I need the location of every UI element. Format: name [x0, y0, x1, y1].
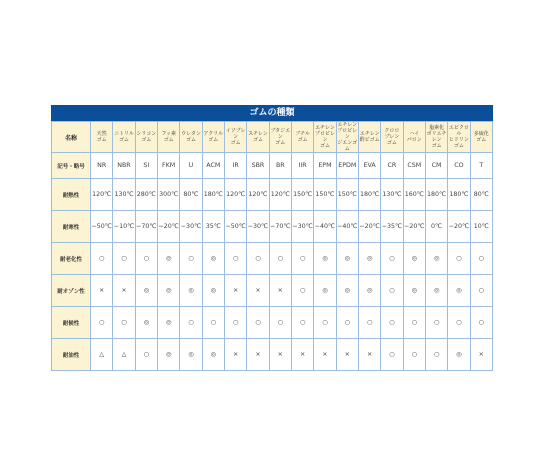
- table-cell: 150℃: [314, 179, 336, 211]
- column-header: 天然 ゴム: [91, 122, 113, 153]
- table-cell: −40℃: [314, 211, 336, 243]
- table-cell: −20℃: [403, 211, 425, 243]
- row-label: 耐熱性: [52, 179, 91, 211]
- table-cell: ◎: [448, 339, 470, 371]
- table-cell: ◎: [358, 243, 380, 275]
- table-cell: 150℃: [336, 179, 358, 211]
- table-cell: ○: [470, 307, 492, 339]
- table-row: [52, 153, 493, 179]
- table-cell: 130℃: [381, 179, 403, 211]
- table-cell: ○: [314, 307, 336, 339]
- table-cell: ◎: [202, 339, 224, 371]
- table-cell: CM: [425, 153, 447, 179]
- table-row: [52, 339, 493, 371]
- table-cell: 120℃: [269, 179, 291, 211]
- header-row: [52, 122, 493, 153]
- table-cell: ○: [269, 243, 291, 275]
- table-cell: T: [470, 153, 492, 179]
- name-header-label: 名称: [52, 122, 91, 153]
- table-cell: ×: [247, 275, 269, 307]
- table-cell: ◎: [180, 339, 202, 371]
- table-cell: ○: [381, 275, 403, 307]
- table-cell: 280℃: [135, 179, 157, 211]
- table-cell: ○: [91, 243, 113, 275]
- table-cell: ○: [180, 243, 202, 275]
- table-cell: 150℃: [291, 179, 313, 211]
- table-cell: ◎: [135, 275, 157, 307]
- column-header: エチレン プロピレン ゴム: [314, 122, 336, 153]
- column-header: エチレン プロピレン ジエンゴム: [337, 122, 358, 152]
- table-cell: CR: [381, 153, 403, 179]
- table-cell: 160℃: [403, 179, 425, 211]
- table-cell: −50℃: [224, 211, 246, 243]
- column-header: エピクロル ヒドリン ゴム: [448, 122, 470, 153]
- table-cell: ○: [470, 243, 492, 275]
- table-cell: ×: [224, 339, 246, 371]
- table-cell: ◎: [403, 243, 425, 275]
- table-cell: ○: [403, 339, 425, 371]
- row-label: 耐寒性: [52, 211, 91, 243]
- table-cell: 300℃: [157, 179, 179, 211]
- table-cell: ×: [91, 275, 113, 307]
- table-cell: ○: [291, 275, 313, 307]
- table-cell: ○: [291, 243, 313, 275]
- sheet-title: ゴムの種類: [51, 105, 493, 121]
- table-cell: 130℃: [113, 179, 135, 211]
- table-cell: −30℃: [180, 211, 202, 243]
- table-cell: △: [91, 339, 113, 371]
- table-cell: ×: [224, 275, 246, 307]
- table-cell: IR: [224, 153, 246, 179]
- table-cell: ACM: [202, 153, 224, 179]
- table-cell: ×: [269, 339, 291, 371]
- table-cell: ○: [224, 243, 246, 275]
- table-cell: 120℃: [247, 179, 269, 211]
- table-cell: 180℃: [358, 179, 380, 211]
- table-cell: SBR: [247, 153, 269, 179]
- table-cell: U: [180, 153, 202, 179]
- table-cell: −20℃: [448, 211, 470, 243]
- table-cell: ×: [314, 339, 336, 371]
- column-header: 多硫化 ゴム: [470, 122, 492, 153]
- table-cell: 120℃: [91, 179, 113, 211]
- column-header: ブチル ゴム: [291, 122, 313, 153]
- table-row: [52, 211, 493, 243]
- table-cell: FKM: [157, 153, 179, 179]
- rubber-types-table: [51, 121, 493, 371]
- table-cell: −50℃: [91, 211, 113, 243]
- table-cell: CSM: [403, 153, 425, 179]
- table-cell: −70℃: [135, 211, 157, 243]
- table-row: [52, 243, 493, 275]
- table-cell: 80℃: [180, 179, 202, 211]
- column-header: ハイ パロン: [403, 122, 425, 153]
- table-cell: ○: [135, 243, 157, 275]
- table-cell: ○: [247, 243, 269, 275]
- table-cell: ◎: [157, 275, 179, 307]
- table-cell: −35℃: [381, 211, 403, 243]
- column-header: クロロ プレン ゴム: [381, 122, 403, 153]
- table-cell: 180℃: [425, 179, 447, 211]
- table-cell: ○: [381, 307, 403, 339]
- column-header: ブタジエン ゴム: [269, 122, 291, 153]
- table-cell: △: [113, 339, 135, 371]
- table-cell: EPDM: [336, 153, 358, 179]
- table-cell: −30℃: [247, 211, 269, 243]
- table-cell: ◎: [314, 243, 336, 275]
- column-header: 塩素化 ポリエチレン ゴム: [425, 122, 447, 153]
- table-cell: ○: [448, 307, 470, 339]
- table-cell: EVA: [358, 153, 380, 179]
- table-cell: ○: [336, 307, 358, 339]
- table-cell: ◎: [180, 275, 202, 307]
- row-label: 耐老化性: [52, 243, 91, 275]
- table-cell: ◎: [448, 275, 470, 307]
- table-cell: ○: [291, 307, 313, 339]
- table-cell: ×: [358, 339, 380, 371]
- table-cell: EPM: [314, 153, 336, 179]
- table-row: [52, 307, 493, 339]
- column-header: イソプレン ゴム: [224, 122, 246, 153]
- table-cell: ◎: [425, 275, 447, 307]
- column-header: フッ素 ゴム: [157, 122, 179, 153]
- table-cell: ○: [381, 243, 403, 275]
- table-cell: −40℃: [336, 211, 358, 243]
- table-cell: ○: [425, 307, 447, 339]
- column-header: ニトリル ゴム: [113, 122, 135, 153]
- table-cell: ○: [269, 307, 291, 339]
- row-label: 耐オゾン性: [52, 275, 91, 307]
- table-cell: ○: [425, 339, 447, 371]
- table-cell: NBR: [113, 153, 135, 179]
- table-cell: −20℃: [358, 211, 380, 243]
- table-cell: ○: [180, 307, 202, 339]
- table-cell: 180℃: [202, 179, 224, 211]
- rubber-types-sheet: [51, 105, 493, 371]
- table-cell: ◎: [336, 275, 358, 307]
- column-header: スチレン ゴム: [247, 122, 269, 153]
- table-cell: ×: [336, 339, 358, 371]
- table-cell: ◎: [157, 307, 179, 339]
- table-cell: ○: [403, 307, 425, 339]
- table-cell: ×: [247, 339, 269, 371]
- table-cell: ◎: [202, 243, 224, 275]
- table-cell: ◎: [157, 339, 179, 371]
- table-row: [52, 275, 493, 307]
- table-cell: ◎: [403, 275, 425, 307]
- table-cell: ◎: [358, 275, 380, 307]
- table-cell: ○: [448, 243, 470, 275]
- table-row: [52, 179, 493, 211]
- table-cell: ◎: [425, 243, 447, 275]
- table-cell: ◎: [202, 275, 224, 307]
- table-cell: ×: [269, 275, 291, 307]
- column-header: ウレタン ゴム: [180, 122, 202, 153]
- row-label: 記号・略号: [52, 153, 91, 179]
- table-cell: ×: [291, 339, 313, 371]
- row-label: 耐油性: [52, 339, 91, 371]
- column-header: シリコン ゴム: [135, 122, 157, 153]
- table-cell: 120℃: [224, 179, 246, 211]
- table-cell: ○: [224, 307, 246, 339]
- table-cell: 10℃: [470, 211, 492, 243]
- table-cell: −10℃: [113, 211, 135, 243]
- table-cell: ◎: [157, 243, 179, 275]
- table-cell: IIR: [291, 153, 313, 179]
- table-cell: −20℃: [157, 211, 179, 243]
- row-label: 耐候性: [52, 307, 91, 339]
- table-cell: ○: [91, 307, 113, 339]
- table-cell: ○: [470, 275, 492, 307]
- table-cell: BR: [269, 153, 291, 179]
- table-cell: ○: [247, 307, 269, 339]
- table-cell: 35℃: [202, 211, 224, 243]
- table-cell: 80℃: [470, 179, 492, 211]
- table-cell: ○: [358, 307, 380, 339]
- table-cell: ○: [135, 339, 157, 371]
- column-header: アクリル ゴム: [202, 122, 224, 153]
- table-cell: ○: [113, 307, 135, 339]
- table-cell: CO: [448, 153, 470, 179]
- table-cell: ◎: [336, 243, 358, 275]
- table-cell: ◎: [135, 307, 157, 339]
- table-cell: 180℃: [448, 179, 470, 211]
- table-cell: −70℃: [269, 211, 291, 243]
- table-cell: ○: [113, 243, 135, 275]
- table-cell: ×: [470, 339, 492, 371]
- table-cell: ○: [202, 307, 224, 339]
- table-cell: SI: [135, 153, 157, 179]
- table-cell: NR: [91, 153, 113, 179]
- table-cell: 0℃: [425, 211, 447, 243]
- table-cell: ◎: [314, 275, 336, 307]
- table-cell: −30℃: [291, 211, 313, 243]
- column-header: エチレン 酢ビゴム: [358, 122, 380, 153]
- table-cell: ○: [381, 339, 403, 371]
- table-cell: ×: [113, 275, 135, 307]
